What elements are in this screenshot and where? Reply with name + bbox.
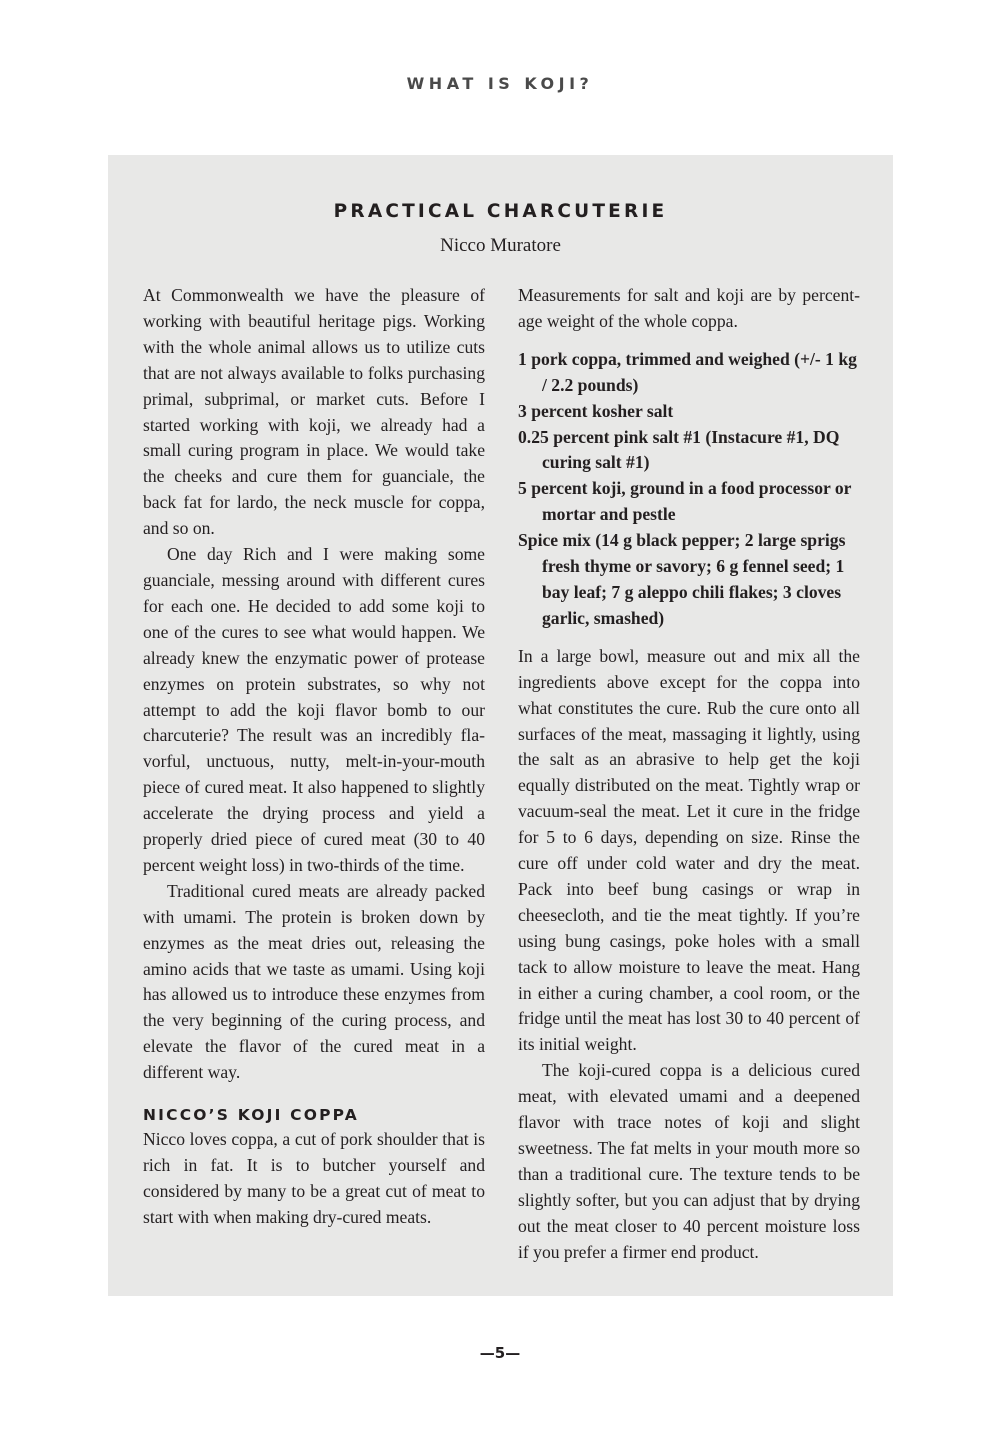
recipe-heading: NICCO’S KOJI COPPA xyxy=(143,1106,359,1125)
sidebar-title: PRACTICAL CHARCUTERIE xyxy=(333,201,668,222)
ingredient-list xyxy=(518,347,860,632)
right-column xyxy=(518,283,860,1266)
method-paragraph: The koji-cured coppa is a delicious cured meat, with elevated umami and a deepened flavor with trace notes of koji and slight sweetness. The fat melts in your mouth more so than a traditional cure. The texture tends to be slightly softer, but you can adjust that by drying out the meat closer to 40 percent moisture loss if you prefer a firmer end product. xyxy=(518,1060,860,1262)
ingredient-item: 3 percent kosher salt xyxy=(518,400,674,421)
body-paragraph: One day Rich and I were making some guanciale, messing around with different cures for each one. He decided to add some koji to one of the cures to see what would happen. We already knew the enzymatic power of protease enzymes on protein substrates, so why not attempt to add the koji flavor bomb to our charcuterie? The result was an incredibly flavorful, unctuous, nutty, melt-in-your-mouth piece of cured meat. It also happened to slightly accelerate the drying process and yield a properly dried piece of cured meat (30 to 40 percent weight loss) in two-thirds of the time. xyxy=(143,544,485,875)
ingredient-item: Spice mix (14 g black pepper; 2 large sprigs fresh thyme or savory; 6 g fennel seed; 1 bay leaf; 7 g aleppo chili flakes; 3 cloves garlic, smashed) xyxy=(518,530,846,628)
measure-note: Measurements for salt and koji are by percentage weight of the whole coppa. xyxy=(518,285,860,331)
ingredient-item: 1 pork coppa, trimmed and weighed (+/- 1 kg / 2.2 pounds) xyxy=(518,348,857,395)
method-paragraph: In a large bowl, measure out and mix all the ingredients above except for the coppa into what constitutes the cure. Rub the cure onto all surfaces of the meat, massaging it lightly, using the salt as an abrasive to help get the koji equally distributed on the meat. Tightly wrap or vacuum-seal the meat. Let it cure in the fridge for 5 to 6 days, depending on size. Rinse the cure off under cold water and dry the meat. Pack into beef bung casings or wrap in cheesecloth, and tie the meat tightly. If you’re using bung casings, poke holes with a small tack to allow moisture to leave the meat. Hang in either a curing chamber, a cool room, or the fridge until the meat has lost 30 to 40 percent of its initial weight. xyxy=(518,645,860,1055)
left-column xyxy=(143,283,485,1231)
body-paragraph: At Commonwealth we have the pleasure of working with beautiful heritage pigs. Working with the whole animal allows us to utilize cuts that are not always available to folks purchasing primal, subprimal, or market cuts. Before I started working with koji, we already had a small curing program in place. We would take the cheeks and cure them for guanciale, the back fat for lardo, the neck muscle for coppa, and so on. xyxy=(143,285,485,539)
running-head: WHAT IS KOJI? xyxy=(406,74,594,93)
ingredient-item: 5 percent koji, ground in a food processor or mortar and pestle xyxy=(518,478,852,525)
body-paragraph: Traditional cured meats are already packed with umami. The protein is broken down by enzymes as the meat dries out, releasing the amino acids that we taste as umami. Using koji has allowed us to introduce these enzymes from the very beginning of the curing process, and elevate the flavor of the cured meat in a different way. xyxy=(143,880,485,1083)
sidebar-author: Nicco Muratore xyxy=(440,235,561,256)
recipe-intro: Nicco loves coppa, a cut of pork shoulder that is rich in fat. It is to butcher yourself and considered by many to be a great cut of meat to start with when making dry-cured meats. xyxy=(143,1129,485,1227)
ingredient-item: 0.25 percent pink salt #1 (Instacure #1, DQ curing salt #1) xyxy=(518,426,840,473)
sidebar-box xyxy=(108,155,893,1296)
page-number: —5— xyxy=(479,1344,521,1362)
